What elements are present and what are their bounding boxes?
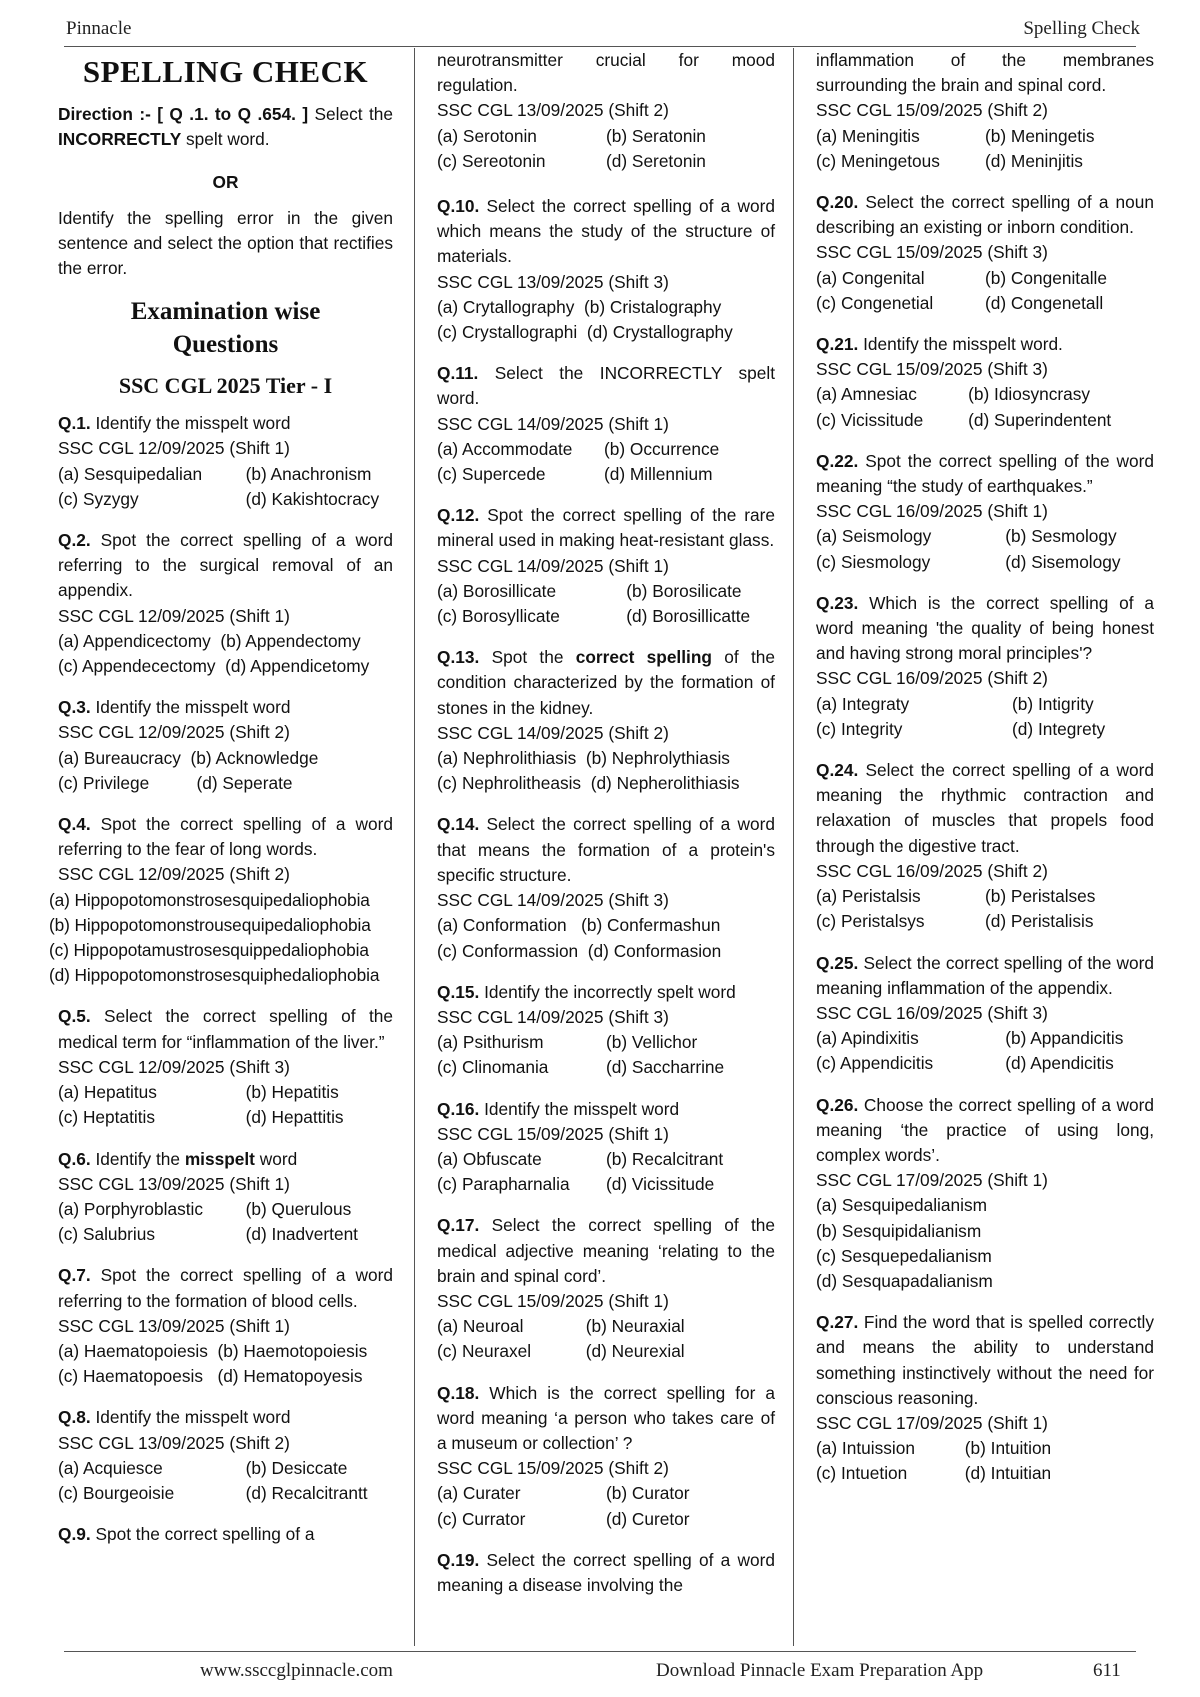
option-d: (d) Sisemology [1005, 551, 1121, 572]
option-a: (a) Amnesiac [816, 384, 917, 405]
exam-ref: SSC CGL 15/09/2025 (Shift 2) [437, 1458, 669, 1479]
option-b: (b) Appendectomy [220, 630, 361, 651]
question-2: Q.2. Spot the correct spelling of a word referring to the surgical removal of an appendix. SSC CGL 12/09/2025 (Shift 1) (a) Appendicectomy (b) Appendectomy (c) Appendecectomy (d) Appendicetomy [58, 530, 393, 677]
option-b: (b) Meningetis [985, 125, 1095, 146]
exam-ref: SSC CGL 15/09/2025 (Shift 3) [816, 359, 1048, 380]
option-c: (c) Neuraxel [437, 1341, 532, 1362]
option-c: (c) Heptatitis [58, 1107, 155, 1128]
or-separator: OR [212, 172, 239, 193]
question-19-cont: inflammation of the membranes surrounding the brain and spinal cord. SSC CGL 15/09/2025 (Shift 2) (a) Meningitis (b) Meningetis (c) Meningetous (d) Meninjitis [816, 48, 1154, 174]
exam-ref: SSC CGL 12/09/2025 (Shift 1) [58, 438, 290, 459]
option-c: (c) Sereotonin [437, 150, 546, 171]
question-14: Q.14. Select the correct spelling of a word that means the formation of a protein's specific structure. SSC CGL 14/09/2025 (Shift 3) (a) Conformation (b) Confermashun (c) Conformassion (d) Conformasion [437, 814, 775, 961]
option-a: (a) Seismology [816, 526, 932, 547]
exam-ref: SSC CGL 15/09/2025 (Shift 1) [437, 1123, 669, 1144]
option-a: (a) Integraty [816, 693, 910, 714]
exam-ref: SSC CGL 17/09/2025 (Shift 1) [816, 1412, 1048, 1433]
question-24: Q.24. Select the correct spelling of a word meaning the rhythmic contraction and relaxation of muscles that propels food through the digestive tract. SSC CGL 16/09/2025 (Shift 2) (a) Peristalsis (b) Peristalses (c) Peristalsys (d) Peristalisis [816, 758, 1154, 934]
option-a: (a) Acquiesce [58, 1457, 163, 1478]
option-a: (a) Bureaucracy [58, 747, 181, 768]
question-21: Q.21. Identify the misspelt word. SSC CGL 15/09/2025 (Shift 3) (a) Amnesiac (b) Idiosyncrasy (c) Vicissitude (d) Superindentent [816, 332, 1154, 433]
option-c: (c) Appendecectomy [58, 656, 216, 677]
exam-ref: SSC CGL 14/09/2025 (Shift 3) [437, 890, 669, 911]
question-6: Q.6. Identify the misspelt word SSC CGL 13/09/2025 (Shift 1) (a) Porphyroblastic (b) Querulous (c) Salubrius (d) Inadvertent [58, 1147, 393, 1248]
option-c: (c) Integrity [816, 718, 903, 739]
column-1 [49, 48, 393, 1547]
question-9-start: Q.9. Spot the correct spelling of a [58, 1524, 315, 1545]
question-5: Q.5. Select the correct spelling of the medical term for “inflammation of the liver.” SSC CGL 12/09/2025 (Shift 3) (a) Hepatitus (b) Hepatitis (c) Heptatitis (d) Hepattitis [58, 1004, 393, 1130]
exam-ref: SSC CGL 13/09/2025 (Shift 2) [58, 1432, 290, 1453]
option-d: (d) Inadvertent [245, 1224, 358, 1245]
option-d: (d) Neurexial [585, 1341, 685, 1362]
option-d: (d) Superindentent [968, 409, 1112, 430]
option-c: (c) Crystallographi [437, 322, 578, 343]
option-c: (c) Currator [437, 1508, 526, 1529]
section-title: Examination wise Questions [130, 298, 321, 359]
page-number: 611 [1093, 1660, 1121, 1681]
option-b: (b) Confermashun [581, 915, 721, 936]
question-18: Q.18. Which is the correct spelling for a word meaning ‘a person who takes care of a museum or collection’ ? SSC CGL 15/09/2025 (Shift 2) (a) Curater (b) Curator (c) Currator (d) Curetor [437, 1381, 775, 1532]
option-d: (d) Congenetall [985, 292, 1104, 313]
option-c: (c) Appendicitis [816, 1053, 934, 1074]
option-d: (d) Meninjitis [985, 150, 1083, 171]
option-a: (a) Borosillicate [437, 580, 557, 601]
option-d: (d) Vicissitude [606, 1174, 715, 1195]
footer-website-link[interactable]: www.ssccglpinnacle.com [200, 1660, 393, 1681]
column-divider-2 [793, 48, 794, 1646]
column-3 [816, 48, 1154, 1503]
option-c: (c) Salubrius [58, 1224, 155, 1245]
option-c: (c) Siesmology [816, 551, 931, 572]
option-c: (c) Haematopoesis [58, 1366, 204, 1387]
header-section: Spelling Check [1023, 18, 1140, 39]
direction-label: Direction :- [ Q .1. to Q .654. ] [58, 104, 309, 124]
exam-ref: SSC CGL 15/09/2025 (Shift 3) [816, 242, 1048, 263]
option-b: (b) Nephrolythiasis [585, 748, 730, 769]
question-3: Q.3. Identify the misspelt word SSC CGL 12/09/2025 (Shift 2) (a) Bureaucracy (b) Acknowledge (c) Privilege (d) Seperate [58, 695, 393, 796]
exam-ref: SSC CGL 14/09/2025 (Shift 1) [437, 413, 669, 434]
option-c: (c) Supercede [437, 464, 546, 485]
option-b: (b) Curator [606, 1483, 690, 1504]
option-b: (b) Desiccate [245, 1457, 348, 1478]
option-b: (b) Congenitalle [985, 267, 1107, 288]
option-a: (a) Sesquipedalian [58, 463, 203, 484]
option-d: (d) Peristalisis [985, 911, 1094, 932]
option-d: (d) Curetor [606, 1508, 690, 1529]
question-15: Q.15. Identify the incorrectly spelt word SSC CGL 14/09/2025 (Shift 3) (a) Psithurism (b) Vellichor (c) Clinomania (d) Saccharrine [437, 980, 775, 1081]
question-20: Q.20. Select the correct spelling of a noun describing an existing or inborn condition. SSC CGL 15/09/2025 (Shift 3) (a) Congenital (b) Congenitalle (c) Congenetial (d) Congenetall [816, 190, 1154, 316]
option-b: (b) Idiosyncrasy [968, 384, 1091, 405]
option-a: (a) Neuroal [437, 1316, 524, 1337]
option-c: (c) Nephrolitheasis [437, 773, 582, 794]
option-a: (a) Accommodate [437, 438, 573, 459]
question-11: Q.11. Select the INCORRECTLY spelt word. SSC CGL 14/09/2025 (Shift 1) (a) Accommodate (b) Occurrence (c) Supercede (d) Millennium [437, 361, 775, 487]
footer-rule [64, 1651, 1136, 1652]
option-a: (a) Psithurism [437, 1032, 544, 1053]
exam-ref: SSC CGL 16/09/2025 (Shift 3) [816, 1002, 1048, 1023]
question-10: Q.10. Select the correct spelling of a word which means the study of the structure of materials. SSC CGL 13/09/2025 (Shift 3) (a) Crytallography (b) Cristalography (c) Crystallographi (d) Crystallography [437, 196, 775, 343]
option-d: (d) Millennium [603, 464, 713, 485]
option-d: (d) Borosillicatte [626, 606, 751, 627]
option-a: (a) Congenital [816, 267, 925, 288]
column-divider-1 [414, 48, 415, 1646]
option-b: (b) Acknowledge [190, 747, 319, 768]
option-b: (b) Querulous [245, 1198, 352, 1219]
option-b: (b) Borosilicate [626, 580, 742, 601]
question-26: Q.26. Choose the correct spelling of a word meaning ‘the practice of using long, complex words’. SSC CGL 17/09/2025 (Shift 1) (a) Sesquipedalianism (b) Sesquipidalianism (c) Sesquepedalianism (d) Sesquapadalianism [816, 1093, 1154, 1295]
option-c: (c) Conformassion [437, 940, 579, 961]
option-c: (c) Congenetial [816, 292, 934, 313]
option-d: (d) Hippopotomonstrosesquiphedaliophobia [49, 965, 380, 986]
question-13: Q.13. Spot the correct spelling of the condition characterized by the formation of stones in the kidney. SSC CGL 14/09/2025 (Shift 2) (a) Nephrolithiasis (b) Nephrolythiasis (c) Nephrolitheasis (d) Nepherolithiasis [437, 647, 775, 794]
exam-ref: SSC CGL 14/09/2025 (Shift 2) [437, 722, 669, 743]
exam-ref: SSC CGL 16/09/2025 (Shift 2) [816, 860, 1048, 881]
question-19-start: Q.19. Select the correct spelling of a word meaning a disease involving the [437, 1549, 775, 1595]
option-b: (b) Anachronism [245, 463, 372, 484]
header-brand: Pinnacle [66, 18, 132, 39]
option-c: (c) Privilege [58, 772, 150, 793]
question-16: Q.16. Identify the misspelt word SSC CGL 15/09/2025 (Shift 1) (a) Obfuscate (b) Recalcitrant (c) Parapharnalia (d) Vicissitude [437, 1097, 775, 1198]
option-a: (a) Hepatitus [58, 1082, 157, 1103]
option-c: (c) Meningetous [816, 150, 940, 171]
option-c: (c) Clinomania [437, 1057, 549, 1078]
exam-ref: SSC CGL 14/09/2025 (Shift 1) [437, 555, 669, 576]
question-23: Q.23. Which is the correct spelling of a word meaning 'the quality of being honest and having strong moral principles'? SSC CGL 16/09/2025 (Shift 2) (a) Integraty (b) Intigrity (c) Integrity (d) Integrety [816, 591, 1154, 742]
option-a: (a) Curater [437, 1483, 521, 1504]
exam-ref: SSC CGL 12/09/2025 (Shift 2) [58, 722, 290, 743]
option-c: (c) Peristalsys [816, 911, 925, 932]
option-d: (d) Hematopoyesis [217, 1366, 363, 1387]
option-d: (d) Apendicitis [1005, 1053, 1114, 1074]
option-b: (b) Haemotopoiesis [217, 1340, 368, 1361]
option-d: (d) Kakishtocracy [245, 488, 380, 509]
option-c: (c) Bourgeoisie [58, 1482, 175, 1503]
question-17: Q.17. Select the correct spelling of the medical adjective meaning ‘relating to the brain and spinal cord’. SSC CGL 15/09/2025 (Shift 1) (a) Neuroal (b) Neuraxial (c) Neuraxel (d) Neurexial [437, 1213, 775, 1364]
exam-ref: SSC CGL 13/09/2025 (Shift 1) [58, 1315, 290, 1336]
option-b: (b) Appandicitis [1005, 1028, 1124, 1049]
option-d: (d) Recalcitrantt [245, 1482, 368, 1503]
option-d: (d) Crystallography [586, 322, 733, 343]
option-d: (d) Integrety [1012, 718, 1106, 739]
option-c: (c) Intuetion [816, 1463, 908, 1484]
option-a: (a) Crytallography [437, 296, 575, 317]
option-b: (b) Sesquipidalianism [816, 1220, 982, 1241]
option-a: (a) Sesquipedalianism [816, 1195, 987, 1216]
page-title: SPELLING CHECK [82, 54, 369, 89]
option-b: (b) Neuraxial [585, 1316, 685, 1337]
footer-app-promo: Download Pinnacle Exam Preparation App [656, 1660, 984, 1681]
option-d: (d) Hepattitis [245, 1107, 344, 1128]
option-d: (d) Appendicetomy [225, 656, 370, 677]
exam-ref: SSC CGL 16/09/2025 (Shift 1) [816, 501, 1048, 522]
exam-ref: SSC CGL 13/09/2025 (Shift 1) [58, 1173, 290, 1194]
question-22: Q.22. Spot the correct spelling of the word meaning “the study of earthquakes.” SSC CGL 16/09/2025 (Shift 1) (a) Seismology (b) Sesmology (c) Siesmology (d) Sisemology [816, 449, 1154, 575]
question-9-cont: neurotransmitter crucial for mood regulation. SSC CGL 13/09/2025 (Shift 2) (a) Serotonin (b) Seratonin (c) Sereotonin (d) Seretonin [437, 48, 775, 174]
question-4: Q.4. Spot the correct spelling of a word referring to the fear of long words. SSC CGL 12/09/2025 (Shift 2) (a) Hippopotomonstrosesquipedaliophobia (b) Hippopotomonstrousequipedaliophobia (c) Hippopotamustrosesquippedaliophobia (d) Hippopotomonstrosesquiphedaliophobia [58, 812, 393, 988]
direction-bold: INCORRECTLY [58, 129, 182, 150]
header-rule [64, 46, 1136, 47]
question-8: Q.8. Identify the misspelt word SSC CGL 13/09/2025 (Shift 2) (a) Acquiesce (b) Desiccate (c) Bourgeoisie (d) Recalcitrantt [58, 1405, 393, 1506]
exam-ref: SSC CGL 15/09/2025 (Shift 1) [437, 1290, 669, 1311]
option-a: (a) Intuission [816, 1438, 915, 1459]
option-a: (a) Hippopotomonstrosesquipedaliophobia [49, 889, 370, 910]
option-b: (b) Peristalses [985, 886, 1096, 907]
option-a: (a) Haematopoiesis [58, 1340, 208, 1361]
option-a: (a) Porphyroblastic [58, 1198, 204, 1219]
option-d: (d) Intuitian [964, 1463, 1052, 1484]
option-b: (b) Vellichor [606, 1032, 698, 1053]
exam-ref: SSC CGL 13/09/2025 (Shift 2) [437, 100, 669, 121]
exam-ref: SSC CGL 16/09/2025 (Shift 2) [816, 668, 1048, 689]
option-c: (c) Parapharnalia [437, 1174, 570, 1195]
option-c: (c) Sesquepedalianism [816, 1245, 992, 1266]
option-a: (a) Serotonin [437, 125, 537, 146]
exam-ref: SSC CGL 17/09/2025 (Shift 1) [816, 1170, 1048, 1191]
option-d: (d) Conformasion [587, 940, 722, 961]
option-a: (a) Apindixitis [816, 1028, 919, 1049]
exam-ref: SSC CGL 13/09/2025 (Shift 3) [437, 271, 669, 292]
option-d: (d) Nepherolithiasis [590, 773, 740, 794]
option-c: (c) Hippopotamustrosesquippedaliophobia [49, 940, 369, 961]
question-1: Q.1. Identify the misspelt word SSC CGL 12/09/2025 (Shift 1) (a) Sesquipedalian (b) Anachronism (c) Syzygy (d) Kakishtocracy [58, 411, 393, 512]
option-b: (b) Recalcitrant [606, 1148, 724, 1169]
alt-direction: Identify the spelling error in the given sentence and select the option that rectifies the error. [58, 207, 393, 279]
option-b: (b) Intigrity [1012, 693, 1094, 714]
option-b: (b) Intuition [964, 1438, 1052, 1459]
question-7: Q.7. Spot the correct spelling of a word referring to the formation of blood cells. SSC CGL 13/09/2025 (Shift 1) (a) Haematopoiesis (b) Haemotopoiesis (c) Haematopoesis (d) Hematopoyesis [58, 1265, 393, 1387]
option-a: (a) Meningitis [816, 125, 920, 146]
option-d: (d) Seperate [196, 772, 293, 793]
option-d: (d) Sesquapadalianism [816, 1270, 993, 1291]
option-a: (a) Conformation [437, 915, 567, 936]
question-12: Q.12. Spot the correct spelling of the rare mineral used in making heat-resistant glass. SSC CGL 14/09/2025 (Shift 1) (a) Borosillicate (b) Borosilicate (c) Borosyllicate (d) Borosillicatte [437, 503, 775, 629]
option-a: (a) Obfuscate [437, 1148, 542, 1169]
option-a: (a) Appendicectomy [58, 630, 211, 651]
direction: Direction :- [ Q .1. to Q .654. ] Select the INCORRECTLY spelt word. [58, 104, 393, 150]
option-a: (a) Nephrolithiasis [437, 748, 577, 769]
exam-subtitle: SSC CGL 2025 Tier - I [118, 373, 333, 399]
exam-ref: SSC CGL 15/09/2025 (Shift 2) [816, 100, 1048, 121]
option-a: (a) Peristalsis [816, 886, 921, 907]
option-b: (b) Occurrence [603, 438, 720, 459]
exam-ref: SSC CGL 14/09/2025 (Shift 3) [437, 1006, 669, 1027]
option-b: (b) Seratonin [606, 125, 706, 146]
exam-ref: SSC CGL 12/09/2025 (Shift 3) [58, 1056, 290, 1077]
exam-ref: SSC CGL 12/09/2025 (Shift 2) [58, 864, 290, 885]
option-c: (c) Vicissitude [816, 409, 924, 430]
option-b: (b) Sesmology [1005, 526, 1117, 547]
option-d: (d) Saccharrine [606, 1057, 725, 1078]
option-d: (d) Seretonin [606, 150, 706, 171]
question-25: Q.25. Select the correct spelling of the word meaning inflammation of the appendix. SSC CGL 16/09/2025 (Shift 3) (a) Apindixitis (b) Appandicitis (c) Appendicitis (d) Apendicitis [816, 951, 1154, 1077]
option-b: (b) Hepatitis [245, 1082, 339, 1103]
option-b: (b) Cristalography [583, 296, 722, 317]
exam-ref: SSC CGL 12/09/2025 (Shift 1) [58, 605, 290, 626]
option-c: (c) Borosyllicate [437, 606, 560, 627]
column-2 [437, 48, 775, 1598]
option-c: (c) Syzygy [58, 488, 139, 509]
question-27: Q.27. Find the word that is spelled correctly and means the ability to understand something instinctively without the need for conscious reasoning. SSC CGL 17/09/2025 (Shift 1) (a) Intuission (b) Intuition (c) Intuetion (d) Intuitian [816, 1310, 1154, 1486]
option-b: (b) Hippopotomonstrousequipedaliophobia [49, 914, 371, 935]
